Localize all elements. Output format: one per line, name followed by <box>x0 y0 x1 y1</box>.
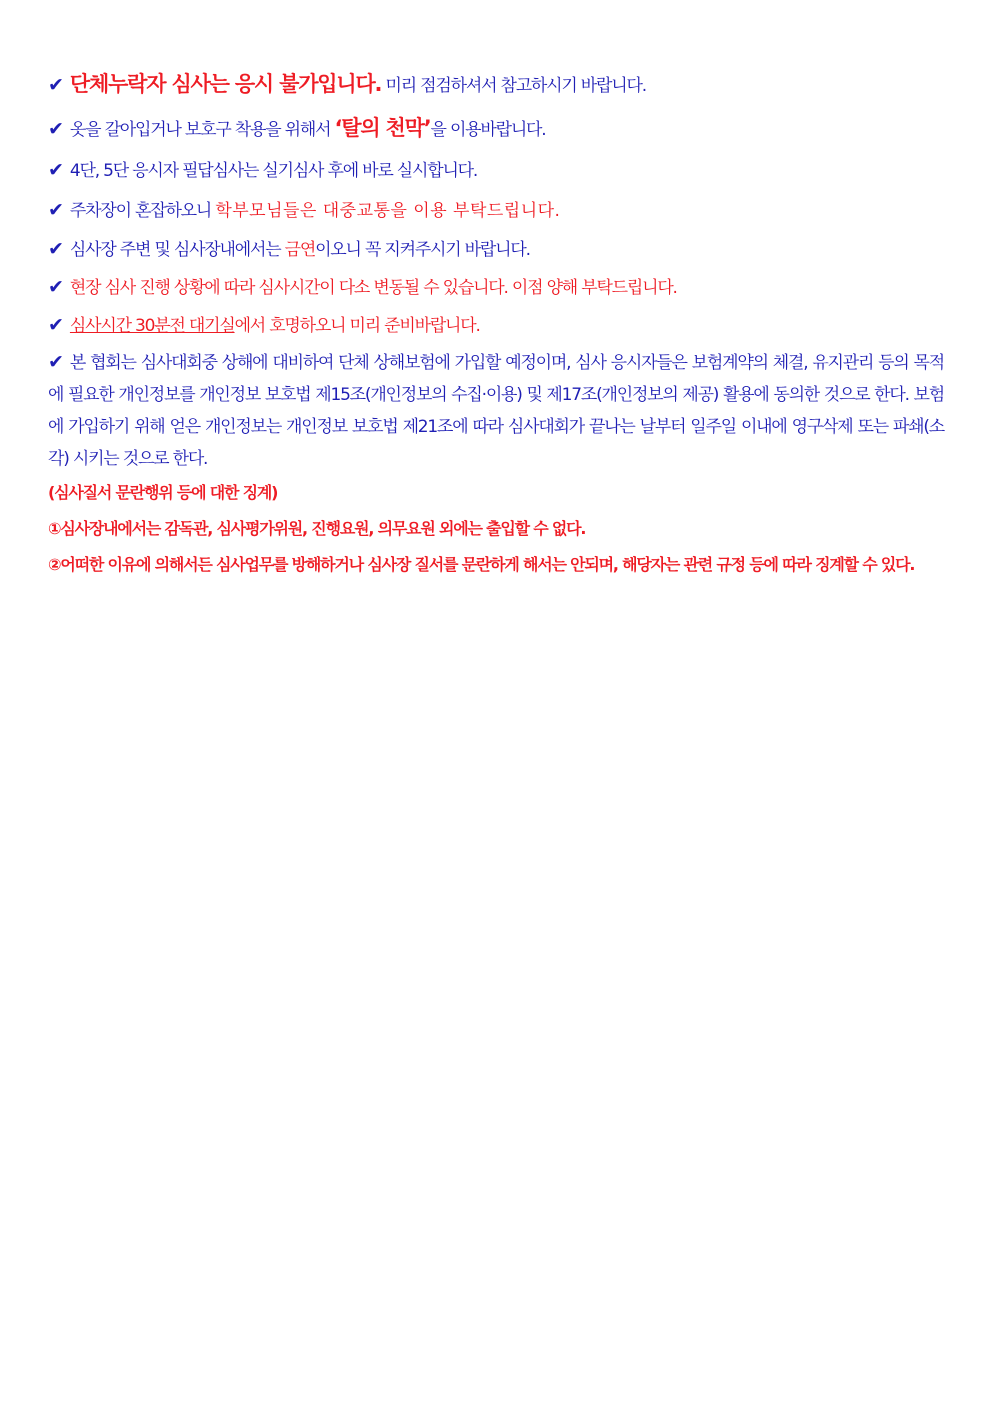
discipline-heading: (심사질서 문란행위 등에 대한 징계) <box>48 483 278 502</box>
notice-item-group-registration <box>48 62 944 106</box>
notice-text: 심사장 주변 및 심사장내에서는 <box>69 240 285 260</box>
check-icon: ✔ <box>48 118 64 140</box>
notice-text: 미리 점검하셔서 참고하시기 바랍니다. <box>381 76 646 96</box>
notice-emphasis: 단체누락자 심사는 응시 불가입니다. <box>69 72 382 96</box>
discipline-item: ②어떠한 이유에 의해서든 심사업무를 방해하거나 심사장 질서를 문란하게 해서는 안되며, 해당자는 관련 규정 등에 따라 징계할 수 있다. <box>48 555 915 574</box>
insurance-text: 본 협회는 심사대회중 상해에 대비하여 단체 상해보험에 가입할 예정이며, 심사 응시자들은 보험계약의 체결, 유지관리 등의 목적에 필요한 개인정보를 개인정보 보호법 제15조(개인정보의 수집·이용) 및 제17조(개인정보의 제공) 활용에 동의한 것으로 한다. 보험에 가입하기 위해 얻은 개인정보는 개인정보 보호법 제21조에 따라 심사대회가 끝나는 날부터 일주일 이내에 영구삭제 또는 파쇄(소각) 시키는 것으로 한다. <box>48 353 944 469</box>
notice-text: 4단, 5단 응시자 필답심사는 실기심사 후에 바로 실시합니다. <box>69 161 478 181</box>
notice-item-parking <box>48 190 944 230</box>
notice-text: 주차장이 혼잡하오니 <box>69 201 216 221</box>
notice-item-waiting-room <box>48 306 944 344</box>
notice-item-changing-tent <box>48 106 944 150</box>
notice-emphasis: 학부모님들은 대중교통을 이용 부탁드립니다. <box>215 201 561 221</box>
notice-item-written-exam <box>48 150 944 190</box>
check-icon: ✔ <box>48 351 64 373</box>
notice-underlined: 심사시간 30분전 대기실 <box>69 316 235 336</box>
notice-text: 에서 호명하오니 미리 준비바랍니다. <box>234 316 480 336</box>
check-icon: ✔ <box>48 314 64 336</box>
check-icon: ✔ <box>48 74 64 96</box>
check-icon: ✔ <box>48 276 64 298</box>
notice-text: 이오니 꼭 지켜주시기 바랍니다. <box>315 240 530 260</box>
insurance-paragraph <box>48 346 944 475</box>
check-icon: ✔ <box>48 199 64 221</box>
notice-emphasis: ‘탈의 천막’ <box>334 116 431 140</box>
check-icon: ✔ <box>48 159 64 181</box>
discipline-item: ①심사장내에서는 감독관, 심사평가위원, 진행요원, 의무요원 외에는 출입할 수 없다. <box>48 519 586 538</box>
notice-emphasis: 금연 <box>284 240 316 260</box>
notice-emphasis: 현장 심사 진행 상황에 따라 심사시간이 다소 변동될 수 있습니다. 이점 양해 부탁드립니다. <box>69 278 677 298</box>
notice-text: 옷을 갈아입거나 보호구 착용을 위해서 <box>69 120 335 140</box>
notice-text: 을 이용바랍니다. <box>430 120 546 140</box>
notice-item-no-smoking <box>48 230 944 268</box>
notice-item-schedule-change <box>48 268 944 306</box>
notice-document <box>48 62 944 583</box>
check-icon: ✔ <box>48 238 64 260</box>
